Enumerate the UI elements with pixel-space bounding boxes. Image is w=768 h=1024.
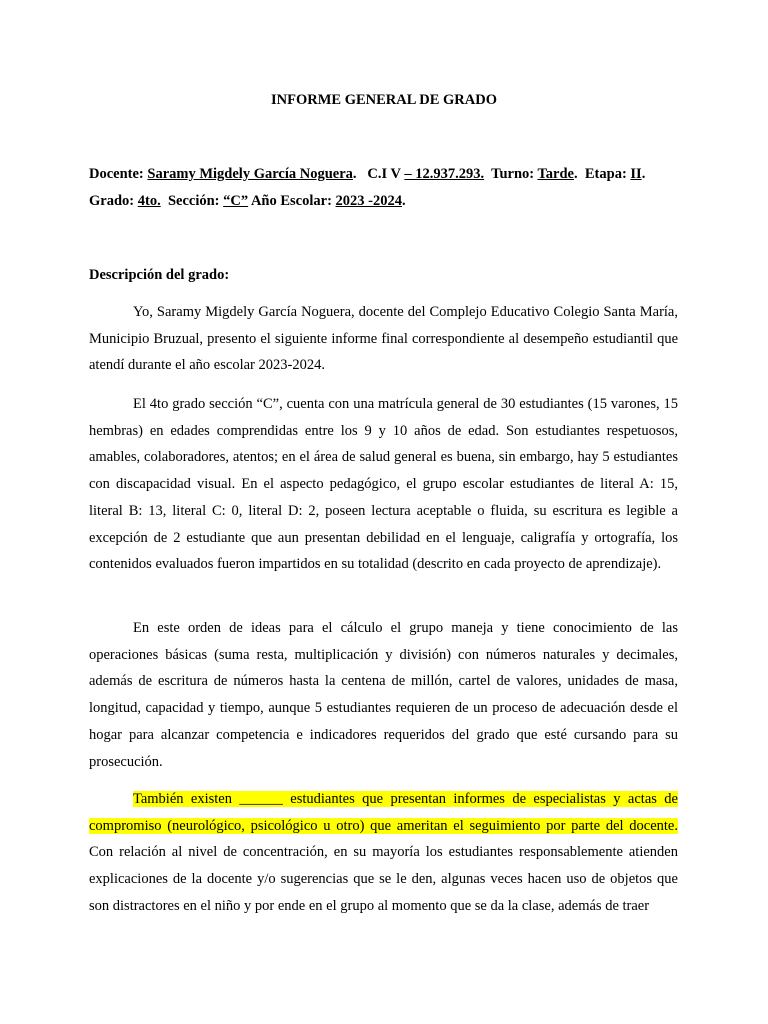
seccion-label: Sección: [167, 193, 220, 209]
paragraph-group-description: El 4to grado sección “C”, cuenta con una matrícula general de 30 estudiantes (15 varones, 15 hembras) en edades comprendidas entre los 9 y 10 años de edad. Son estudiantes respetuosos, amables, colaboradores, atentos; en el área de salud general es buena, sin embargo, hay 5 estudiantes con discapacidad visual. En el aspecto pedagógico, el grupo escolar estudiantes de literal A: 15, literal B: 13, literal C: 0, literal D: 2, poseen lectura aceptable o fluida, su escritura es legible a excepción de 2 estudiante que aun presentan debilidad en el lenguaje, caligrafía y ortografía, los contenidos evaluados fueron impartidos en su totalidad (descrito en cada proyecto de aprendizaje). [89, 396, 678, 573]
paragraph-intro: Yo, Saramy Migdely García Noguera, docente del Complejo Educativo Colegio Santa María, Municipio Bruzual, presento el siguiente informe final correspondiente al desempeño estudiantil que atendí durante el año escolar 2023-2024. [89, 304, 678, 374]
seccion-value: “C” [223, 193, 249, 209]
paragraph-continuation: Con relación al nivel de concentración, en su mayoría los estudiantes responsablemente atienden explicaciones de la docente y/o sugerencias que se le den, algunas veces hacen uso de objetos que son distractores en el niño y por ende en el grupo al momento que se da la clase, además de traer [89, 844, 678, 914]
docente-value: Saramy Migdely García Noguera [147, 166, 353, 182]
paragraph-math: En este orden de ideas para el cálculo el grupo maneja y tiene conocimiento de las operaciones básicas (suma resta, multiplicación y división) con números naturales y decimales, además de escritura de números hasta la centena de millón, cartel de valores, unidades de masa, longitud, capacidad y tiempo, aunque 5 estudiantes requieren de un proceso de adecuación desde el hogar para alcanzar competencia e indicadores requeridos del grado que esté cursando para su prosecución. [89, 620, 678, 770]
header-line-2: Grado: 4to. Sección: “C” Año Escolar: 2023 -2024. [89, 193, 406, 209]
anio-label: Año Escolar: [250, 193, 332, 209]
paragraph-specialists [89, 786, 678, 920]
etapa-label: Etapa: [584, 166, 627, 182]
description-heading: Descripción del grado: [89, 267, 230, 283]
anio-value: 2023 -2024 [335, 193, 402, 209]
header-line-1: Docente: Saramy Migdely García Noguera. C.I V – 12.937.293. Turno: Tarde. Etapa: II. [89, 166, 646, 182]
etapa-value: II [630, 166, 642, 182]
grado-value: 4to. [137, 193, 161, 209]
grado-label: Grado: [89, 193, 135, 209]
document-title: INFORME GENERAL DE GRADO [271, 92, 497, 108]
turno-value: Tarde [537, 166, 574, 182]
turno-label: Turno: [491, 166, 535, 182]
ci-label: C.I V [367, 166, 401, 182]
ci-value: – 12.937.293. [404, 166, 485, 182]
docente-label: Docente: [89, 166, 144, 182]
highlighted-text: También existen ______ estudiantes que presentan informes de especialistas y actas de compromiso (neurológico, psicológico u otro) que ameritan el seguimiento por parte del docente. [89, 791, 678, 834]
